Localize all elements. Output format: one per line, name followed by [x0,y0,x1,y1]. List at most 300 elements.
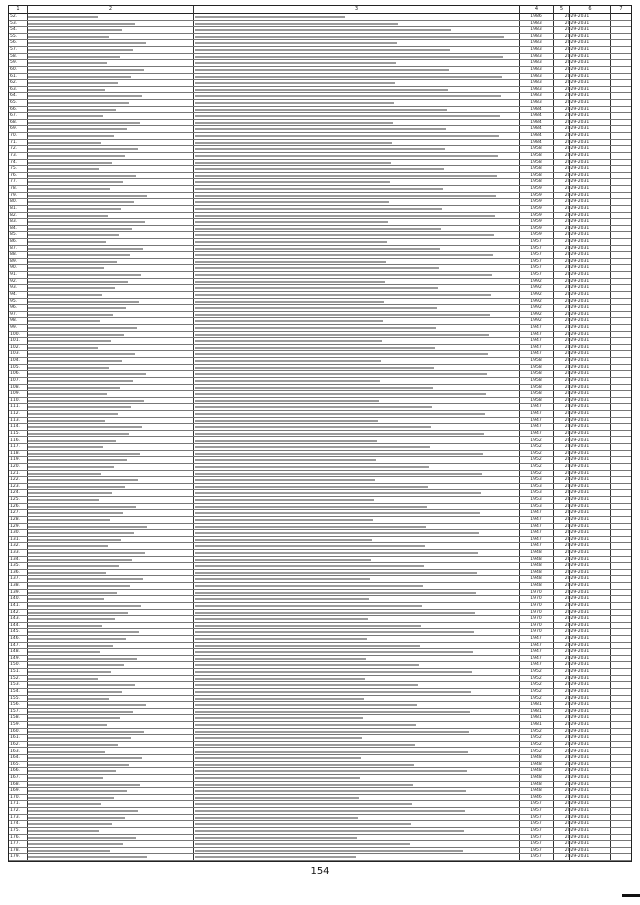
planned-period: 2029-2031 [564,219,590,225]
row-number: 138. [10,583,21,589]
table-row [9,563,631,570]
work-description-placeholder [195,426,431,428]
planned-period: 2029-2031 [564,377,590,383]
year-built: 1959 [530,205,542,211]
year-built: 1952 [530,470,542,476]
year-built: 1958 [530,384,542,390]
address-text-placeholder [28,592,117,594]
table-row [9,828,631,835]
work-description-placeholder [195,188,443,190]
work-description-placeholder [195,347,435,349]
work-description-placeholder [195,142,392,144]
year-built: 1958 [530,166,542,172]
work-description-placeholder [195,770,467,772]
year-built: 1958 [530,152,542,158]
row-number: 57. [10,47,18,53]
work-description-placeholder [195,479,375,481]
work-description-placeholder [195,717,363,719]
year-built: 1970 [530,629,542,635]
table-row [9,517,631,524]
row-number: 60. [10,66,18,72]
row-number: 130. [10,530,21,536]
planned-period: 2029-2031 [564,682,590,688]
planned-period: 2029-2031 [564,126,590,132]
planned-period: 2029-2031 [564,139,590,145]
work-description-placeholder [195,810,465,812]
year-built: 1957 [530,265,542,271]
year-built: 1952 [530,444,542,450]
address-text-placeholder [28,373,146,375]
work-description-placeholder [195,578,370,580]
address-text-placeholder [28,16,98,18]
table-row [9,702,631,709]
year-built: 1947 [530,543,542,549]
planned-period: 2029-2031 [564,616,590,622]
work-description-placeholder [195,215,495,217]
year-built: 1984 [530,106,542,112]
work-description-placeholder [195,598,369,600]
planned-period: 2029-2031 [564,205,590,211]
work-description-placeholder [195,36,504,38]
table-row [9,80,631,87]
planned-period: 2029-2031 [564,100,590,106]
table-row [9,371,631,378]
year-built: 1948 [530,563,542,569]
table-row [9,471,631,478]
work-description-placeholder [195,307,437,309]
planned-period: 2029-2031 [564,609,590,615]
row-number: 105. [10,364,21,370]
table-row [9,689,631,696]
year-built: 1992 [530,298,542,304]
planned-period: 2029-2031 [564,47,590,53]
year-built: 1948 [530,583,542,589]
year-built: 1948 [530,781,542,787]
work-description-placeholder [195,162,391,164]
table-row [9,193,631,200]
year-built: 1957 [530,834,542,840]
address-text-placeholder [28,671,111,673]
year-built: 1952 [530,735,542,741]
row-number: 85. [10,232,18,238]
planned-period: 2029-2031 [564,73,590,79]
work-description-placeholder [195,373,487,375]
work-description-placeholder [195,29,451,31]
planned-period: 2029-2031 [564,258,590,264]
row-number: 54. [10,27,18,33]
planned-period: 2029-2031 [564,655,590,661]
row-number: 142. [10,609,21,615]
year-built: 1983 [530,80,542,86]
header-col-1: 1 [16,6,20,12]
planned-period: 2029-2031 [564,225,590,231]
year-built: 1947 [530,642,542,648]
address-text-placeholder [28,751,105,753]
row-number: 78. [10,186,18,192]
address-text-placeholder [28,128,127,130]
table-row [9,279,631,286]
planned-period: 2029-2031 [564,113,590,119]
work-description-placeholder [195,744,415,746]
address-text-placeholder [28,519,110,521]
row-number: 73. [10,152,18,158]
address-text-placeholder [28,327,137,329]
year-built: 1952 [530,695,542,701]
work-description-placeholder [195,181,390,183]
planned-period: 2029-2031 [564,272,590,278]
table-row [9,74,631,81]
table-row [9,265,631,272]
planned-period: 2029-2031 [564,755,590,761]
planned-period: 2029-2031 [564,702,590,708]
table-row [9,398,631,405]
year-built: 1952 [530,437,542,443]
address-text-placeholder [28,850,110,852]
address-text-placeholder [28,612,128,614]
planned-period: 2029-2031 [564,788,590,794]
work-description-placeholder [195,413,485,415]
planned-period: 2029-2031 [564,457,590,463]
planned-period: 2029-2031 [564,238,590,244]
address-text-placeholder [28,29,122,31]
row-number: 156. [10,702,21,708]
work-description-placeholder [195,175,497,177]
planned-period: 2029-2031 [564,834,590,840]
year-built: 1947 [530,338,542,344]
address-text-placeholder [28,499,99,501]
table-row [9,464,631,471]
address-text-placeholder [28,62,107,64]
work-description-placeholder [195,234,494,236]
row-number: 171. [10,801,21,807]
year-built: 1947 [530,430,542,436]
address-text-placeholder [28,201,134,203]
planned-period: 2029-2031 [564,331,590,337]
planned-period: 2029-2031 [564,33,590,39]
address-text-placeholder [28,413,118,415]
year-built: 1952 [530,728,542,734]
year-built: 1992 [530,278,542,284]
year-built: 1959 [530,225,542,231]
work-description-placeholder [195,585,423,587]
row-number: 126. [10,503,21,509]
work-description-placeholder [195,684,418,686]
scan-edge-mark [622,894,640,897]
table-row [9,40,631,47]
year-built: 1970 [530,609,542,615]
year-built: 1958 [530,377,542,383]
planned-period: 2029-2031 [564,384,590,390]
work-description-placeholder [195,16,345,18]
work-description-placeholder [195,221,388,223]
address-text-placeholder [28,221,145,223]
row-number: 129. [10,523,21,529]
work-description-placeholder [195,823,411,825]
work-description-placeholder [195,664,419,666]
row-number: 100. [10,331,21,337]
address-text-placeholder [28,440,116,442]
address-text-placeholder [28,651,100,653]
address-text-placeholder [28,340,111,342]
table-row [9,854,631,861]
row-number: 155. [10,695,21,701]
year-built: 1947 [530,655,542,661]
work-description-placeholder [195,592,476,594]
address-text-placeholder [28,803,101,805]
work-description-placeholder [195,565,424,567]
address-text-placeholder [28,122,140,124]
row-number: 82. [10,212,18,218]
address-text-placeholder [28,334,124,336]
table-row [9,60,631,67]
year-built: 1958 [530,397,542,403]
row-number: 174. [10,821,21,827]
work-description-placeholder [195,56,503,58]
work-description-placeholder [195,287,438,289]
table-row [9,285,631,292]
table-row [9,219,631,226]
table-row [9,391,631,398]
year-built: 1957 [530,801,542,807]
work-description-placeholder [195,777,360,779]
work-description-placeholder [195,155,498,157]
address-text-placeholder [28,453,140,455]
year-built: 1952 [530,741,542,747]
address-text-placeholder [28,797,114,799]
planned-period: 2029-2031 [564,622,590,628]
row-number: 154. [10,688,21,694]
table-row [9,54,631,61]
row-number: 165. [10,761,21,767]
table-row [9,636,631,643]
work-description-placeholder [195,704,417,706]
row-number: 114. [10,424,21,430]
table-row [9,848,631,855]
table-row [9,100,631,107]
row-number: 98. [10,318,18,324]
address-text-placeholder [28,76,131,78]
work-description-placeholder [195,724,416,726]
address-text-placeholder [28,135,114,137]
planned-period: 2029-2031 [564,543,590,549]
year-built: 1948 [530,549,542,555]
address-text-placeholder [28,572,106,574]
address-text-placeholder [28,89,105,91]
row-number: 132. [10,543,21,549]
planned-period: 2029-2031 [564,523,590,529]
work-description-placeholder [195,612,475,614]
table-row [9,550,631,557]
table-row [9,451,631,458]
year-built: 1957 [530,847,542,853]
row-number: 143. [10,616,21,622]
planned-period: 2029-2031 [564,119,590,125]
document-table [8,5,632,862]
address-text-placeholder [28,82,118,84]
work-description-placeholder [195,420,378,422]
planned-period: 2029-2031 [564,133,590,139]
planned-period: 2029-2031 [564,371,590,377]
work-description-placeholder [195,301,384,303]
table-row [9,325,631,332]
address-text-placeholder [28,526,147,528]
year-built: 1952 [530,669,542,675]
address-text-placeholder [28,658,137,660]
address-text-placeholder [28,228,132,230]
year-built: 1948 [530,768,542,774]
work-description-placeholder [195,433,484,435]
planned-period: 2029-2031 [564,212,590,218]
row-number: 137. [10,576,21,582]
table-row [9,801,631,808]
address-text-placeholder [28,400,144,402]
table-row [9,576,631,583]
header-col-4: 4 [534,6,539,12]
row-number: 116. [10,437,21,443]
address-text-placeholder [28,645,113,647]
address-text-placeholder [28,552,145,554]
work-description-placeholder [195,757,361,759]
row-number: 158. [10,715,21,721]
row-number: 113. [10,417,21,423]
work-description-placeholder [195,406,432,408]
table-row [9,232,631,239]
address-text-placeholder [28,353,135,355]
row-number: 61. [10,73,18,79]
address-text-placeholder [28,254,130,256]
address-text-placeholder [28,208,121,210]
row-number: 59. [10,60,18,66]
row-number: 86. [10,238,18,244]
year-built: 1957 [530,821,542,827]
planned-period: 2029-2031 [564,649,590,655]
planned-period: 2029-2031 [564,470,590,476]
address-text-placeholder [28,757,142,759]
planned-period: 2029-2031 [564,60,590,66]
table-row [9,815,631,822]
address-text-placeholder [28,698,109,700]
year-built: 1957 [530,808,542,814]
table-row [9,186,631,193]
planned-period: 2029-2031 [564,669,590,675]
address-text-placeholder [28,49,133,51]
planned-period: 2029-2031 [564,285,590,291]
table-row [9,21,631,28]
row-number: 173. [10,814,21,820]
row-number: 120. [10,463,21,469]
planned-period: 2029-2031 [564,741,590,747]
year-built: 1981 [530,722,542,728]
planned-period: 2029-2031 [564,86,590,92]
table-row [9,378,631,385]
year-built: 1952 [530,457,542,463]
address-text-placeholder [28,234,119,236]
work-description-placeholder [195,751,468,753]
planned-period: 2029-2031 [564,781,590,787]
year-built: 1948 [530,576,542,582]
work-description-placeholder [195,274,492,276]
address-text-placeholder [28,479,138,481]
address-text-placeholder [28,830,99,832]
address-text-placeholder [28,261,117,263]
work-description-placeholder [195,499,374,501]
planned-period: 2029-2031 [564,827,590,833]
year-built: 1958 [530,358,542,364]
address-text-placeholder [28,704,146,706]
planned-period: 2029-2031 [564,583,590,589]
work-description-placeholder [195,645,420,647]
row-number: 67. [10,113,18,119]
planned-period: 2029-2031 [564,179,590,185]
work-description-placeholder [195,698,364,700]
address-text-placeholder [28,102,129,104]
address-text-placeholder [28,711,133,713]
row-number: 81. [10,205,18,211]
planned-period: 2029-2031 [564,503,590,509]
row-number: 123. [10,483,21,489]
year-built: 1947 [530,331,542,337]
planned-period: 2029-2031 [564,417,590,423]
year-built: 1947 [530,351,542,357]
table-row [9,696,631,703]
address-text-placeholder [28,301,139,303]
year-built: 1947 [530,530,542,536]
year-built: 1948 [530,774,542,780]
table-row [9,821,631,828]
address-text-placeholder [28,777,103,779]
planned-period: 2029-2031 [564,311,590,317]
table-row [9,424,631,431]
row-number: 118. [10,450,21,456]
year-built: 1947 [530,536,542,542]
year-built: 1948 [530,556,542,562]
work-description-placeholder [195,678,365,680]
year-built: 1952 [530,682,542,688]
table-row [9,418,631,425]
planned-period: 2029-2031 [564,186,590,192]
planned-period: 2029-2031 [564,265,590,271]
work-description-placeholder [195,532,479,534]
planned-period: 2029-2031 [564,66,590,72]
planned-period: 2029-2031 [564,715,590,721]
work-description-placeholder [195,128,446,130]
table-row [9,133,631,140]
table-row [9,411,631,418]
work-description-placeholder [195,115,500,117]
row-number: 84. [10,225,18,231]
table-row [9,662,631,669]
row-number: 148. [10,649,21,655]
planned-period: 2029-2031 [564,636,590,642]
row-number: 122. [10,477,21,483]
year-built: 1947 [530,404,542,410]
table-row [9,332,631,339]
work-description-placeholder [195,76,502,78]
address-text-placeholder [28,678,98,680]
row-number: 157. [10,708,21,714]
row-number: 168. [10,781,21,787]
table-row [9,27,631,34]
work-description-placeholder [195,320,383,322]
address-text-placeholder [28,148,138,150]
row-number: 70. [10,133,18,139]
planned-period: 2029-2031 [564,814,590,820]
table-row [9,543,631,550]
planned-period: 2029-2031 [564,695,590,701]
work-description-placeholder [195,95,501,97]
work-description-placeholder [195,294,491,296]
work-description-placeholder [195,459,376,461]
